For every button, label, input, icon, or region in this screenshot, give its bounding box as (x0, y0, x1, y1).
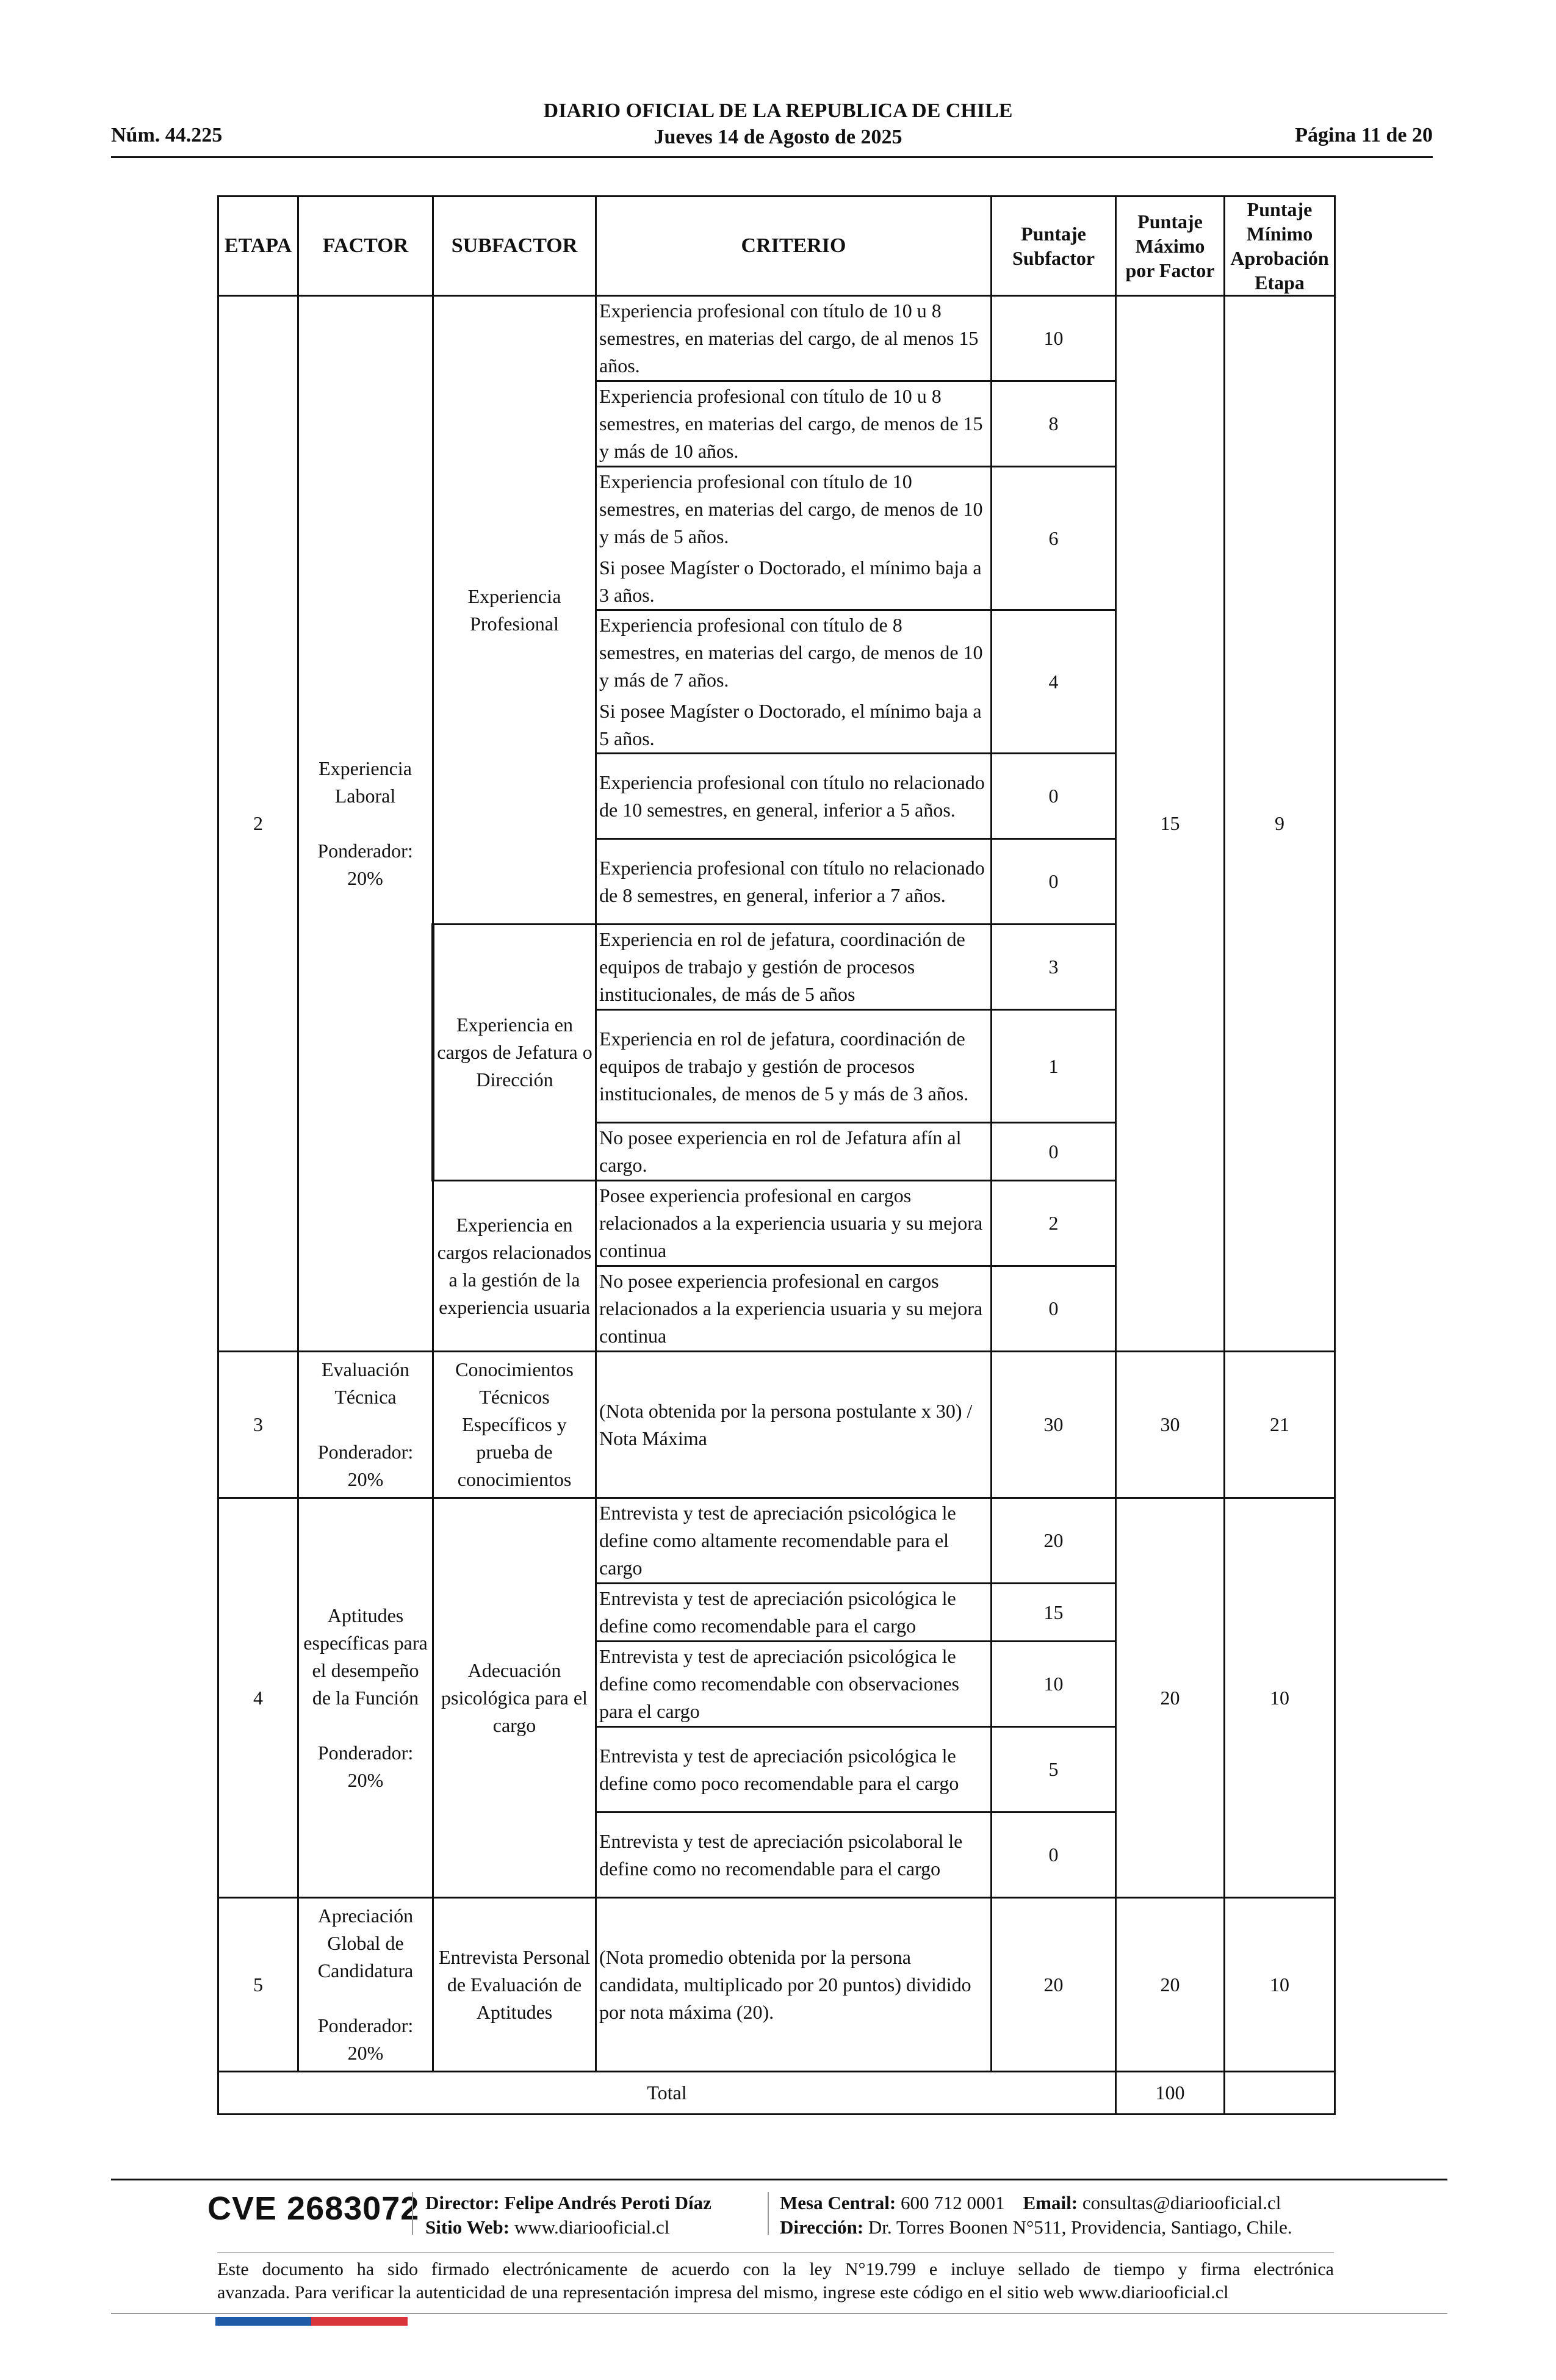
subfactor-cell: Experiencia Profesional (433, 296, 596, 925)
footer-contact-block (780, 2191, 1292, 2240)
table-row (218, 1498, 1335, 1584)
header-divider (111, 156, 1433, 158)
etapa-cell: 3 (218, 1352, 298, 1498)
signature-notice-line2: avanzada. Para verificar la autenticidad de una representación impresa del mismo, ingrese este código en el sitio web www.diariooficial.cl (217, 2282, 1229, 2302)
factor-cell (298, 296, 433, 1352)
puntaje-subfactor-cell: 5 (992, 1727, 1116, 1812)
web-label: Sitio Web: (425, 2216, 510, 2238)
table-header-row (218, 197, 1335, 296)
puntaje-minimo-cell: 10 (1225, 1498, 1335, 1898)
mesa-label: Mesa Central: (780, 2192, 896, 2213)
criterio-text: Experiencia profesional con título de 10 semestres, en materias del cargo, de menos de 10 y más de 5 años. (599, 470, 983, 547)
puntaje-maximo-cell: 20 (1116, 1498, 1225, 1898)
subfactor-cell: Experiencia en cargos de Jefatura o Dirección (433, 925, 596, 1181)
publication-date: Jueves 14 de Agosto de 2025 (654, 126, 902, 148)
puntaje-subfactor-cell: 0 (992, 1123, 1116, 1181)
address-text: Dr. Torres Boonen N°511, Providencia, Santiago, Chile. (868, 2216, 1292, 2238)
issue-number: Núm. 44.225 (111, 124, 223, 146)
factor-name: Experiencia Laboral (319, 757, 412, 807)
criterio-cell: Entrevista y test de apreciación psicológica le define como altamente recomendable para el cargo (596, 1498, 992, 1584)
factor-name: Evaluación Técnica (322, 1358, 409, 1408)
criterio-cell: Experiencia en rol de jefatura, coordinación de equipos de trabajo y gestión de procesos institucionales, de más de 5 años (596, 925, 992, 1010)
puntaje-minimo-cell: 21 (1225, 1352, 1335, 1498)
puntaje-minimo-cell: 10 (1225, 1898, 1335, 2072)
etapa-cell: 5 (218, 1898, 298, 2072)
signature-notice (217, 2258, 1334, 2304)
puntaje-minimo-cell: 9 (1225, 296, 1335, 1352)
factor-cell (298, 1898, 433, 2072)
subfactor-cell: Experiencia en cargos relacionados a la gestión de la experiencia usuaria (433, 1181, 596, 1352)
criterio-cell: Experiencia profesional con título no relacionado de 10 semestres, en general, inferior a 5 años. (596, 754, 992, 839)
criterio-cell: (Nota promedio obtenida por la persona candidata, multiplicado por 20 puntos) dividido por nota máxima (20). (596, 1898, 992, 2072)
puntaje-subfactor-cell: 0 (992, 1812, 1116, 1898)
subfactor-cell: Entrevista Personal de Evaluación de Aptitudes (433, 1898, 596, 2072)
mesa-phone: 600 712 0001 (901, 2192, 1005, 2213)
web-link[interactable]: www.diariooficial.cl (514, 2216, 670, 2238)
criterio-cell: Experiencia profesional con título de 10 u 8 semestres, en materias del cargo, de menos de 15 y más de 10 años. (596, 381, 992, 467)
criterio-cell: Experiencia en rol de jefatura, coordinación de equipos de trabajo y gestión de procesos institucionales, de menos de 5 y más de 3 años. (596, 1010, 992, 1123)
table-row (218, 296, 1335, 381)
newspaper-name: DIARIO OFICIAL DE LA REPUBLICA DE CHILE (543, 99, 1013, 122)
factor-ponderador: Ponderador: 20% (317, 1741, 414, 1791)
puntaje-subfactor-cell: 2 (992, 1181, 1116, 1266)
criterio-cell: Entrevista y test de apreciación psicolaboral le define como no recomendable para el cargo (596, 1812, 992, 1898)
puntaje-subfactor-cell: 0 (992, 1266, 1116, 1352)
header-puntaje-maximo: Puntaje Máximo por Factor (1116, 197, 1225, 296)
total-row (218, 2072, 1335, 2115)
subfactor-cell: Conocimientos Técnicos Específicos y prueba de conocimientos (433, 1352, 596, 1498)
criterio-cell: Entrevista y test de apreciación psicológica le define como recomendable para el cargo (596, 1584, 992, 1642)
criterio-cell: Experiencia profesional con título no relacionado de 8 semestres, en general, inferior a 7 años. (596, 839, 992, 925)
criterio-note: Si posee Magíster o Doctorado, el mínimo baja a 5 años. (599, 699, 982, 749)
criterio-cell (596, 610, 992, 754)
table-row (218, 1898, 1335, 2072)
factor-cell (298, 1498, 433, 1898)
factor-name: Aptitudes específicas para el desempeño de la Función (303, 1604, 428, 1709)
puntaje-subfactor-cell: 0 (992, 754, 1116, 839)
criterio-cell: Posee experiencia profesional en cargos relacionados a la experiencia usuaria y su mejora continua (596, 1181, 992, 1266)
puntaje-subfactor-cell: 20 (992, 1498, 1116, 1584)
factor-ponderador: Ponderador: 20% (317, 2014, 414, 2064)
factor-name: Apreciación Global de Candidatura (317, 1905, 414, 1982)
flag-stripe-blue (215, 2317, 311, 2326)
criterio-cell: No posee experiencia profesional en cargos relacionados a la experiencia usuaria y su mejora continua (596, 1266, 992, 1352)
puntaje-maximo-cell: 15 (1116, 296, 1225, 1352)
signature-notice-line1: Este documento ha sido firmado electrónicamente de acuerdo con la ley N°19.799 e incluye sellado de tiempo y firma electrónica (217, 2259, 1334, 2279)
factor-cell (298, 1352, 433, 1498)
header-etapa: ETAPA (218, 197, 298, 296)
page-indicator: Página 11 de 20 (1295, 124, 1433, 146)
footer-divider-top (111, 2179, 1447, 2180)
puntaje-subfactor-cell: 0 (992, 839, 1116, 925)
puntaje-subfactor-cell: 20 (992, 1898, 1116, 2072)
puntaje-subfactor-cell: 10 (992, 1642, 1116, 1727)
address-label: Dirección: (780, 2216, 864, 2238)
director-name: Felipe Andrés Peroti Díaz (504, 2192, 711, 2213)
header-factor: FACTOR (298, 197, 433, 296)
factor-ponderador: Ponderador: 20% (317, 1441, 414, 1490)
footer-divider-mid (217, 2252, 1334, 2253)
etapa-cell: 2 (218, 296, 298, 1352)
puntaje-maximo-cell: 20 (1116, 1898, 1225, 2072)
puntaje-subfactor-cell: 1 (992, 1010, 1116, 1123)
puntaje-subfactor-cell: 15 (992, 1584, 1116, 1642)
etapa-cell: 4 (218, 1498, 298, 1898)
total-label: Total (218, 2072, 1116, 2115)
table-row (218, 1352, 1335, 1498)
total-value: 100 (1116, 2072, 1225, 2115)
criterio-cell: Experiencia profesional con título de 10 u 8 semestres, en materias del cargo, de al menos 15 años. (596, 296, 992, 381)
criterio-cell: (Nota obtenida por la persona postulante x 30) / Nota Máxima (596, 1352, 992, 1498)
evaluation-table (217, 195, 1336, 2115)
criterio-cell (596, 467, 992, 610)
puntaje-subfactor-cell: 10 (992, 296, 1116, 381)
flag-stripe-red (311, 2317, 408, 2326)
header-puntaje-subfactor: Puntaje Subfactor (992, 197, 1116, 296)
footer-separator (412, 2192, 413, 2235)
cve-code: CVE 2683072 (207, 2190, 420, 2227)
footer-separator (768, 2192, 769, 2235)
puntaje-subfactor-cell: 4 (992, 610, 1116, 754)
puntaje-subfactor-cell: 3 (992, 925, 1116, 1010)
header-criterio: CRITERIO (596, 197, 992, 296)
footer-director-block (425, 2191, 711, 2240)
header-subfactor: SUBFACTOR (433, 197, 596, 296)
puntaje-subfactor-cell: 8 (992, 381, 1116, 467)
criterio-note: Si posee Magíster o Doctorado, el mínimo baja a 3 años. (599, 556, 982, 606)
criterio-cell: No posee experiencia en rol de Jefatura afín al cargo. (596, 1123, 992, 1181)
criterio-cell: Entrevista y test de apreciación psicológica le define como poco recomendable para el cargo (596, 1727, 992, 1812)
criterio-cell: Entrevista y test de apreciación psicológica le define como recomendable con observaciones para el cargo (596, 1642, 992, 1727)
header-puntaje-minimo: Puntaje Mínimo Aprobación Etapa (1225, 197, 1335, 296)
factor-ponderador: Ponderador: 20% (317, 840, 413, 889)
email-label: Email: (1023, 2192, 1078, 2213)
puntaje-subfactor-cell: 6 (992, 467, 1116, 610)
puntaje-maximo-cell: 30 (1116, 1352, 1225, 1498)
footer-divider-bottom (111, 2313, 1447, 2314)
director-label: Director: (425, 2192, 500, 2213)
email-link[interactable]: consultas@diariooficial.cl (1082, 2192, 1281, 2213)
subfactor-cell: Adecuación psicológica para el cargo (433, 1498, 596, 1898)
criterio-text: Experiencia profesional con título de 8 semestres, en materias del cargo, de menos de 10 y más de 7 años. (599, 613, 983, 691)
total-empty-cell (1225, 2072, 1335, 2115)
puntaje-subfactor-cell: 30 (992, 1352, 1116, 1498)
